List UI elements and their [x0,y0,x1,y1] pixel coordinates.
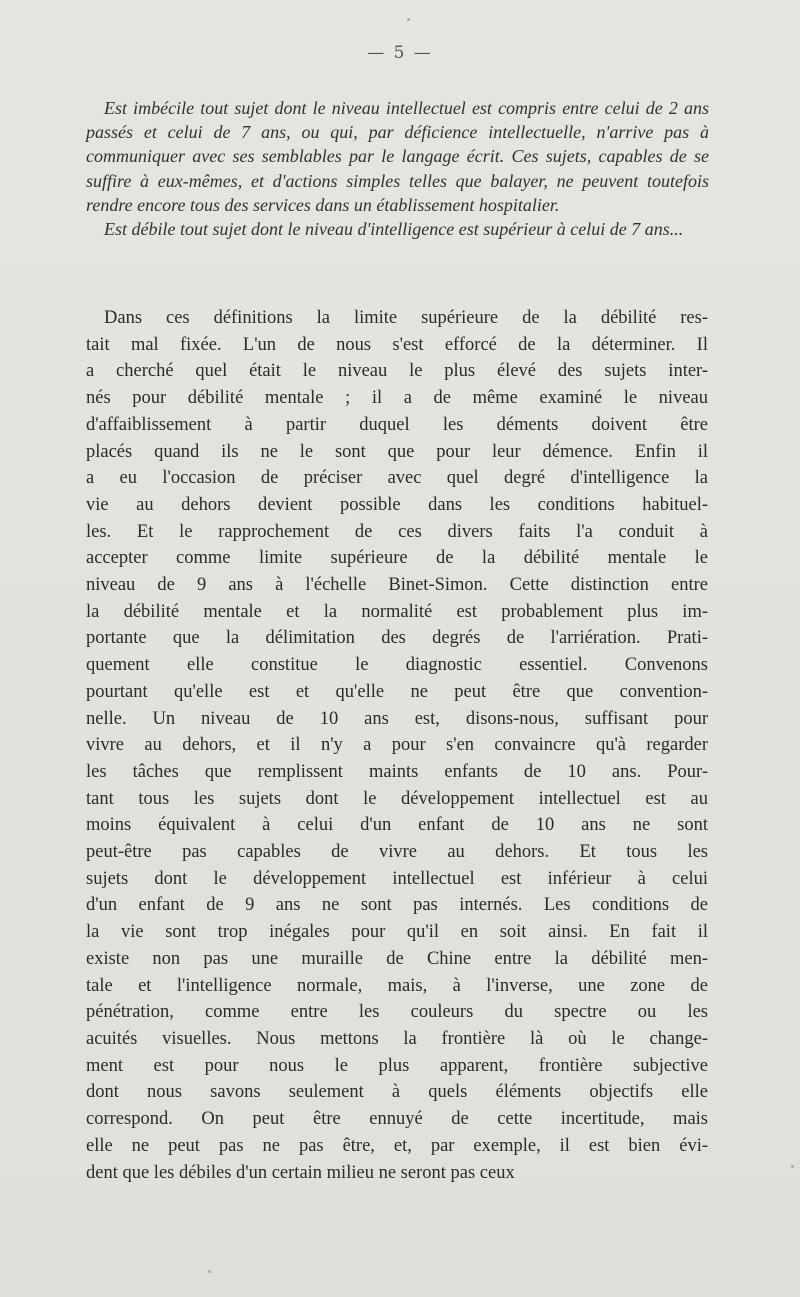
body-line: vie au dehors devient possible dans les conditions habituel- [86,494,708,515]
quote-paragraph-imbecile: Est imbécile tout sujet dont le niveau intellectuel est compris entre celui de 2 ans passés et celui de 7 ans, ou qui, par déficience intellectuelle, n'arrive pas à communiquer avec ses semblables par le langage écrit. Ces sujets, capables de se suffire à eux-mêmes, et d'actions simples telles que balayer, ne peuvent toutefois rendre encore tous des services dans un établissement hospitalier. [86,98,709,215]
body-line: d'affaiblissement à partir duquel les déments doivent être [86,414,708,435]
body-line: moins équivalent à celui d'un enfant de 10 ans ne sont [86,815,708,836]
body-paragraph [86,305,708,1186]
body-line: les. Et le rapprochement de ces divers faits l'a conduit à [86,521,708,542]
body-line: tant tous les sujets dont le développement intellectuel est au [86,788,708,809]
body-line: a cherché quel était le niveau le plus élevé des sujets inter- [86,361,708,382]
body-line: pénétration, comme entre les couleurs du spectre ou les [86,1002,708,1023]
body-line: vivre au dehors, et il n'y a pour s'en convaincre qu'à regarder [86,735,708,756]
definition-quote [86,96,709,241]
body-line: accepter comme limite supérieure de la débilité mentale le [86,548,708,569]
body-line: tale et l'intelligence normale, mais, à l'inverse, une zone de [86,975,708,996]
body-line: peut-être pas capables de vivre au dehors. Et tous les [86,842,708,863]
body-line: existe non pas une muraille de Chine entre la débilité men- [86,948,708,969]
page-number: — 5 — [367,43,433,63]
body-line: a eu l'occasion de préciser avec quel degré d'intelligence la [86,468,708,489]
body-line: la vie sont trop inégales pour qu'il en soit ainsi. En fait il [86,922,708,943]
body-line: pourtant qu'elle est et qu'elle ne peut être que convention- [86,681,708,702]
paper-speck [791,1165,794,1168]
body-line: d'un enfant de 9 ans ne sont pas internés. Les conditions de [86,895,708,916]
body-line: niveau de 9 ans à l'échelle Binet-Simon. Cette distinction entre [86,575,708,596]
body-line: elle ne peut pas ne pas être, et, par exemple, il est bien évi- [86,1135,708,1156]
body-line: la débilité mentale et la normalité est probablement plus im- [86,601,708,622]
body-line: correspond. On peut être ennuyé de cette incertitude, mais [86,1109,708,1130]
body-line: nés pour débilité mentale ; il a de même examiné le niveau [86,388,708,409]
body-line: portante que la délimitation des degrés de l'arriération. Prati- [86,628,708,649]
paper-speck [208,1270,211,1273]
body-line: dont nous savons seulement à quels éléments objectifs elle [86,1082,708,1103]
body-line: acuités visuelles. Nous mettons la frontière là où le change- [86,1028,708,1049]
body-line: sujets dont le développement intellectuel est inférieur à celui [86,868,708,889]
body-line: Dans ces définitions la limite supérieure de la débilité res- [104,308,708,328]
body-line: tait mal fixée. L'un de nous s'est efforcé de la déterminer. Il [86,334,708,355]
quote-paragraph-debile: Est débile tout sujet dont le niveau d'intelligence est supérieur à celui de 7 ans... [104,219,684,240]
body-line: les tâches que remplissent maints enfants de 10 ans. Pour- [86,761,708,782]
paper-speck [407,18,410,21]
body-line: placés quand ils ne le sont que pour leur démence. Enfin il [86,441,708,462]
body-line: nelle. Un niveau de 10 ans est, disons-nous, suffisant pour [86,708,708,729]
body-line: quement elle constitue le diagnostic essentiel. Convenons [86,655,708,676]
body-line: ment est pour nous le plus apparent, frontière subjective [86,1055,708,1076]
body-line: dent que les débiles d'un certain milieu ne seront pas ceux [86,1162,515,1183]
